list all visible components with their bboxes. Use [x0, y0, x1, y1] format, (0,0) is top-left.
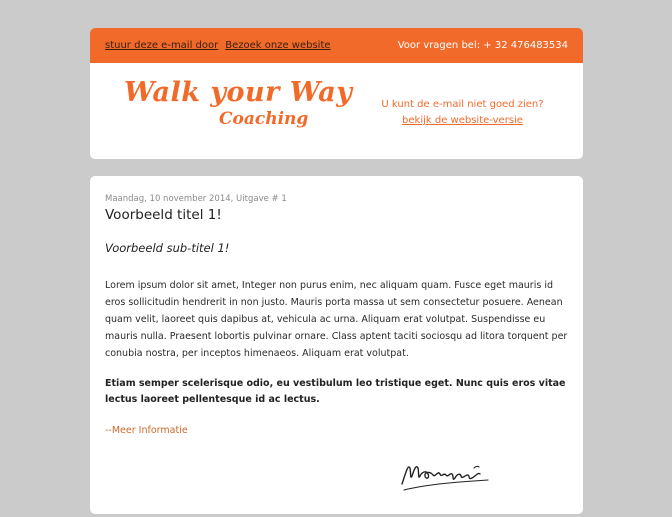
issue-date: Maandag, 10 november 2014, Uitgave # 1 — [105, 194, 287, 204]
contact-phone: Voor vragen bel: + 32 476483534 — [397, 40, 568, 51]
logo-title: Walk your Way — [124, 77, 353, 108]
more-info-link[interactable]: --Meer Informatie — [105, 425, 188, 436]
top-links — [105, 40, 331, 51]
header-card — [90, 28, 583, 159]
article-bold-text: Etiam semper scelerisque odio, eu vestibulum leo tristique eget. Nunc quis eros vitae lectus laoreet pellentesque id ac lectus. — [105, 378, 566, 405]
article-title: Voorbeeld titel 1! — [105, 207, 222, 223]
brand-row — [90, 63, 583, 159]
content-card — [90, 176, 583, 514]
view-question: U kunt de e-mail niet goed zien? — [381, 99, 544, 110]
article — [90, 176, 583, 437]
article-body: Lorem ipsum dolor sit amet, Integer non purus enim, nec aliquam quam. Fusce eget mauris id eros sollicitudin hendrerit in non justo. Mauris porta massa ut sem consectetur posuere. Aenean quam velit, laoreet quis dapibus at, vehicula ac urna. Aliquam erat volutpat. Suspendisse eu mauris nulla. Praesent lobortis pulvinar ornare. Class aptent taciti sociosqu ad litora torquent per conubia nostra, per inceptos himenaeos. Aliquam erat volutpat. — [105, 280, 568, 359]
logo-subtitle: Coaching — [219, 109, 309, 129]
article-subtitle: Voorbeeld sub-titel 1! — [105, 241, 230, 255]
signature-icon — [398, 454, 493, 494]
logo — [124, 77, 353, 147]
visit-website-link[interactable]: Bezoek onze website — [225, 40, 331, 51]
view-online-block — [380, 97, 545, 129]
website-version-link[interactable]: bekijk de website-versie — [402, 115, 523, 126]
top-bar — [90, 28, 583, 63]
forward-email-link[interactable]: stuur deze e-mail door — [105, 40, 219, 51]
